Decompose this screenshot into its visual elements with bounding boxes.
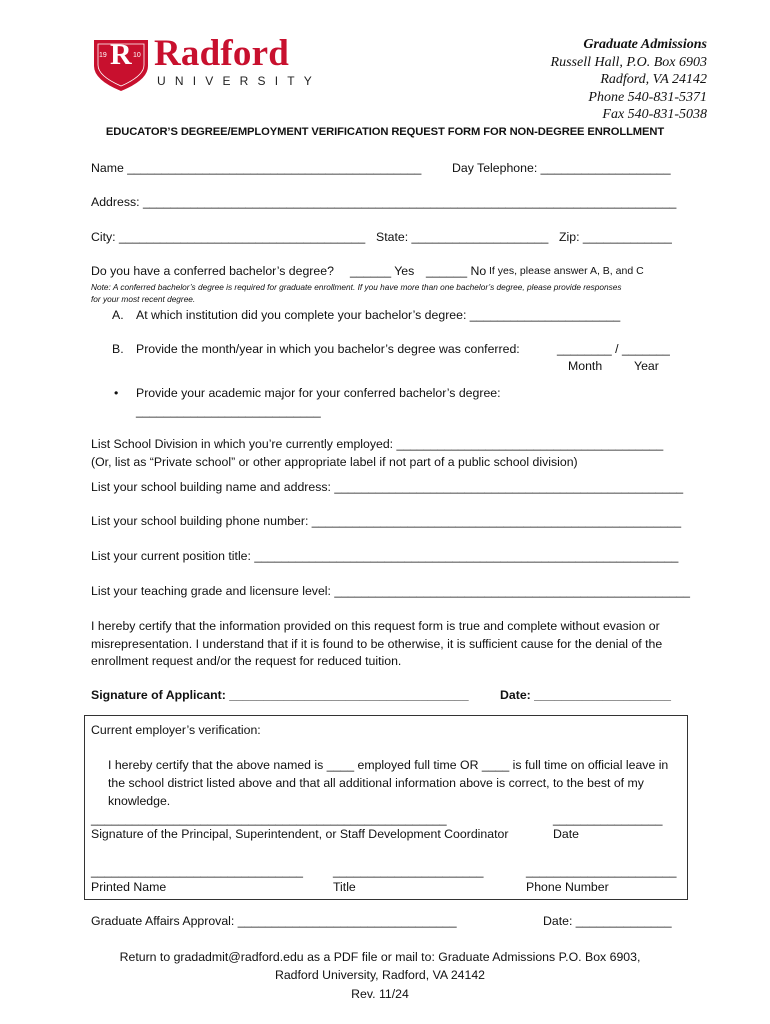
logo-subtitle: UNIVERSITY bbox=[157, 74, 322, 88]
position-title-field[interactable]: List your current position title: ______________________________________________________________ bbox=[91, 549, 679, 563]
degree-note bbox=[91, 281, 622, 305]
school-division-field[interactable]: List School Division in which you’re currently employed: _______________________________________ bbox=[91, 437, 664, 451]
printed-name-line[interactable]: _______________________________ bbox=[91, 864, 304, 878]
applicant-date-field[interactable]: Date: ____________________ bbox=[500, 688, 671, 702]
building-phone-field[interactable]: List your school building phone number: ______________________________________________________ bbox=[91, 514, 682, 528]
no-option[interactable]: ______ No bbox=[426, 264, 487, 278]
office-line: Fax 540-831-5038 bbox=[602, 107, 707, 122]
office-line: Russell Hall, P.O. Box 6903 bbox=[550, 54, 707, 70]
logo-name: Radford bbox=[154, 33, 290, 74]
printed-name-label: Printed Name bbox=[91, 880, 167, 894]
office-address bbox=[551, 36, 707, 124]
zip-field[interactable]: Zip: _____________ bbox=[559, 230, 672, 244]
teaching-grade-field[interactable]: List your teaching grade and licensure level: ____________________________________________________ bbox=[91, 584, 690, 598]
school-division-note: (Or, list as “Private school” or other appropriate label if not part of a public school division) bbox=[91, 455, 578, 469]
day-phone-field[interactable]: Day Telephone: ___________________ bbox=[452, 161, 671, 175]
building-address-field[interactable]: List your school building name and address: ___________________________________________________ bbox=[91, 480, 684, 494]
bachelors-question: Do you have a conferred bachelor’s degree? bbox=[91, 264, 334, 278]
radford-logo bbox=[90, 33, 322, 92]
yes-option[interactable]: ______ Yes bbox=[350, 264, 415, 278]
question-b-marker: B. bbox=[112, 342, 124, 356]
bullet-icon: • bbox=[114, 386, 119, 400]
major-field[interactable]: ___________________________ bbox=[136, 404, 321, 418]
office-title: Graduate Admissions bbox=[583, 37, 707, 52]
employer-verification-box bbox=[84, 715, 688, 900]
city-field[interactable]: City: ____________________________________ bbox=[91, 230, 366, 244]
date-line[interactable]: ________________ bbox=[553, 812, 663, 826]
certification-text: I hereby certify that the information provided on this request form is true and complete without evasion or misrepresentation. I understand that if it is found to be otherwise, it is sufficient cause for the denial of the enrollment request and/or the request for reduced tuition. bbox=[91, 619, 663, 668]
name-field[interactable]: Name ___________________________________________ bbox=[91, 161, 422, 175]
signature-label: Signature of the Principal, Superintendent, or Staff Development Coordinator bbox=[91, 827, 509, 841]
logo-initial: R bbox=[110, 38, 132, 71]
date-label: Date bbox=[553, 827, 579, 841]
state-field[interactable]: State: ____________________ bbox=[376, 230, 549, 244]
question-a[interactable]: At which institution did you complete your bachelor’s degree: ______________________ bbox=[136, 308, 621, 322]
logo-year-left: 19 bbox=[99, 52, 107, 59]
year-label: Year bbox=[634, 359, 659, 373]
title-label: Title bbox=[333, 880, 356, 894]
question-b: Provide the month/year in which you bachelor’s degree was conferred: bbox=[136, 342, 520, 356]
title-line[interactable]: ______________________ bbox=[333, 864, 484, 878]
office-line: Phone 540-831-5371 bbox=[588, 89, 707, 105]
month-label: Month bbox=[568, 359, 603, 373]
question-c: Provide your academic major for your conferred bachelor’s degree: bbox=[136, 386, 501, 400]
if-yes-instruction: If yes, please answer A, B, and C bbox=[489, 265, 644, 277]
question-a-marker: A. bbox=[112, 308, 124, 322]
note-line: for your most recent degree. bbox=[91, 294, 196, 304]
approval-date-field[interactable]: Date: ______________ bbox=[543, 914, 672, 928]
applicant-signature-field[interactable]: Signature of Applicant: ___________________________________ bbox=[91, 688, 469, 702]
phone-line[interactable]: ______________________ bbox=[526, 864, 677, 878]
address-field[interactable]: Address: ______________________________________________________________________________ bbox=[91, 195, 677, 209]
note-line: Note: A conferred bachelor’s degree is required for graduate enrollment. If you have more than one bachelor’s degree, please provide responses bbox=[91, 282, 622, 292]
signature-line[interactable]: ____________________________________________________ bbox=[91, 812, 447, 826]
revision-label: Rev. 11/24 bbox=[351, 987, 409, 1001]
employer-statement: I hereby certify that the above named is ____ employed full time OR ____ is full time on official leave in the school district listed above and that all additional information above is correct, to the best of my knowledge. bbox=[108, 758, 669, 808]
return-instructions: Return to gradadmit@radford.edu as a PDF file or mail to: Graduate Admissions P.O. Box 6903, Radford University, Radford, VA 24142 bbox=[119, 950, 641, 982]
month-year-field[interactable]: ________ / _______ bbox=[557, 342, 670, 356]
form-title: EDUCATOR’S DEGREE/EMPLOYMENT VERIFICATION REQUEST FORM FOR NON-DEGREE ENROLLMENT bbox=[105, 126, 665, 138]
logo-year-right: 10 bbox=[133, 52, 141, 59]
office-line: Radford, VA 24142 bbox=[600, 72, 707, 87]
graduate-affairs-approval-field[interactable]: Graduate Affairs Approval: ________________________________ bbox=[91, 914, 457, 928]
employer-heading: Current employer’s verification: bbox=[91, 723, 261, 737]
phone-label: Phone Number bbox=[526, 880, 609, 894]
